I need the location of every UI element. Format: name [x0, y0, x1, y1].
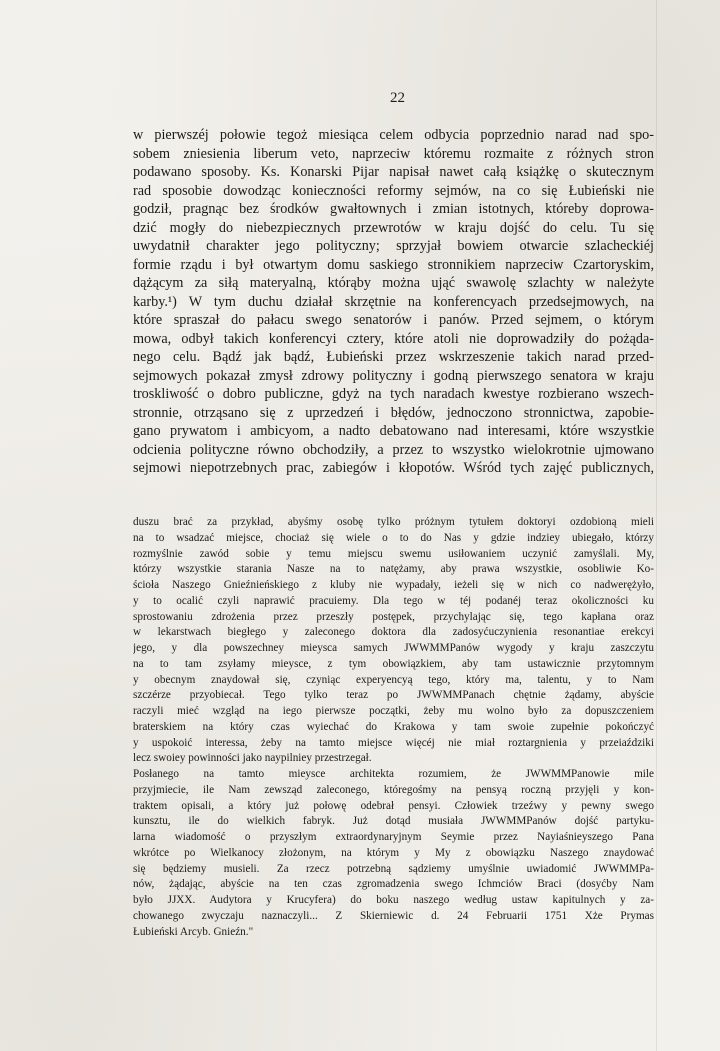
footnote-line: na to tam zsyłamy mieysce, z tym obowiązkiem, aby tam ustawicznie przytomnym	[133, 657, 654, 670]
footnote-line: wkrótce po Wielkanocy złożonym, na którym y My z obowiązku Naszego znaydować	[133, 846, 654, 859]
main-text-line: mowa, odbył takich konferencyi cztery, które atoli nie doprowadziły do pożąda-	[133, 330, 654, 347]
main-text-line: troskliwość o dobro publiczne, gdyż na tych naradach kwestye rozbierano wszech-	[133, 386, 654, 402]
footnote-line: traktem opisali, a który już połowę odebrał pensyi. Człowiek trzeźwy y pewny swego	[133, 799, 654, 812]
footnote-line: w lekarstwach biegłego y zaleconego doktora dla zadosyćuczynienia resonantiae erekcyi	[133, 626, 654, 639]
footnote-line: rozmyślnie zawód sobie y temu miejscu swemu usiłowaniem uczynić zamyślali. My,	[133, 547, 654, 560]
footnote-line: duszu brać za przykład, abyśmy osobę tylko próżnym tytułem doktoryi ozdobioną mieli	[133, 516, 654, 528]
footnote-line: y obecnym znaydował się, czyniąc experyencyą tego, który ma, talentu, y to Nam	[133, 673, 654, 686]
footnote-line: na to wsadzać miejsce, chociaż się wiele o to do Nas y gdzie indziey ubiegało, którzy	[133, 531, 654, 544]
page-edge-shadow	[656, 0, 657, 1051]
main-text-line: w pierwszéj połowie tegoż miesiąca celem odbycia poprzednio narad nad spo-	[133, 127, 654, 143]
main-text-line: podawano sposoby. Ks. Konarski Pijar napisał nawet całą książkę o skutecznym	[133, 164, 654, 180]
footnote-line: kunsztu, ile do wielkich fabryk. Już dotąd musiała JWWMMPanów dojść partyku-	[133, 815, 654, 828]
main-text-line: sejmowi niepotrzebnych prac, zabiegów i kłopotów. Wśród tych zajęć publicznych,	[133, 460, 654, 476]
footnote-line: braterskiem na który czas wyiechać do Krakowa y tam swoie zupełnie pokończyć	[133, 720, 654, 733]
main-text-line: sejmowych pokazał zmysł zdrowy polityczny i godną pierwszego senatora w kraju	[133, 367, 654, 384]
page-number: 22	[390, 90, 405, 106]
footnote-line: raczyli mieć wzgląd na iego pierwsze początki, żeby mu wolno było za dopuszczeniem	[133, 705, 654, 717]
main-text-line: odcienia polityczne równo obchodziły, a przez to wszystko wielokrotnie ujmowano	[133, 441, 654, 458]
footnote-line: którzy wszystkie starania Nasze na to natężamy, aby prawa wszystkie, osobliwie Ko-	[133, 563, 654, 576]
footnote-line: larna wiadomość o przyszłym extraordynaryjnym Seymie przez Nayiaśnieyszego Pana	[133, 831, 654, 843]
main-text-line: gano prywatom i ambicyom, a nadto debatowano nad interesami, które wszystkie	[133, 423, 654, 439]
footnote-line: chowanego zwyczaju naznaczyli... Z Skierniewic d. 24 Februarii 1751 Xże Prymas	[133, 909, 654, 922]
main-text-line: sobem zniesienia liberum veto, naprzeciw któremu rozmaite z różnych stron	[133, 145, 654, 162]
footnote-line: Posłanego na tamto mieysce architekta rozumiem, że JWWMMPanowie mile	[133, 768, 654, 780]
footnote-line: się będziemy musieli. Za rzecz potrzebną sądziemy umyślnie uwiadomić JWWMMPa-	[133, 862, 654, 875]
footnote-line: y to ocalić czyli naprawić pracuiemy. Dla tego w téj podanéj teraz okoliczności ku	[133, 594, 654, 607]
footnote-line: jego, y dla powszechney mieysca samych JWWMMPanów wygody y kraju zaszczytu	[133, 642, 654, 654]
main-text-line: nego celu. Bądź jak bądź, Łubieński przez wskrzeszenie takich narad przed-	[133, 349, 654, 365]
main-text-line: formie rządu i był otwartym domu saskiego stronnikiem naprzeciw Czartoryskim,	[133, 256, 654, 273]
main-text-line: godził, pragnąc bez środków gwałtownych i zmian istotnych, któreby doprowa-	[133, 201, 654, 217]
main-text-line: karby.¹) W tym duchu działał skrzętnie na konferencyach przedsejmowych, na	[133, 293, 654, 310]
main-text-line: stronnie, otrząsano się z uprzedzeń i błędów, jednoczono stronnictwa, zapobie-	[133, 404, 654, 421]
footnote	[133, 515, 654, 940]
footnote-line: sprostowaniu zdrożenia przez przeszły postępek, przychylając się, tego kapłana oraz	[133, 610, 654, 623]
main-text-line: rad sposobie dowodząc konieczności reformy sejmów, na co się Łubieński nie	[133, 182, 654, 199]
main-text-line: dzić mogły do niebezpiecznych przewrotów w kraju dojść do celu. Tu się	[133, 219, 654, 236]
footnote-line: Łubieński Arcyb. Gnieźn."	[133, 925, 254, 938]
footnote-line: przyjmiecie, ile Nam zewsząd zaleconego, któregośmy na pensyą roczną przyjęli y kon-	[133, 783, 654, 796]
footnote-line: było JJXX. Audytora y Krucyfera) do boku naszego według ustaw kapitulnych y za-	[133, 894, 654, 906]
main-text-line: uwydatnił charakter jego polityczny; sprzyjał bowiem otwarcie szlacheckiéj	[133, 238, 654, 254]
footnote-line: nów, żądając, abyście na ten czas zgromadzenia swego Ichmciów Braci (dosyćby Nam	[133, 878, 654, 891]
footnote-line: lecz swoiey powinności jako naypilniey przestrzegał.	[133, 752, 372, 765]
main-text-line: które spraszał do pałacu swego senatorów i panów. Przed sejmem, o którym	[133, 312, 654, 328]
footnote-line: szczérze przyobiecał. Tego tylko teraz po JWWMMPanach chętnie żądamy, abyście	[133, 689, 654, 702]
footnote-line: y uspokoić interessa, żeby na tamto miejsce więcéj nie miał roztargnienia y przeiaździki	[133, 736, 654, 749]
footnote-line: ścioła Naszego Gnieźnieńskiego z kluby nie wypadały, ieżeli się w nich co nadwerężyło,	[133, 579, 654, 591]
main-text-line: dążącym za siłą materyalną, którąby można ująć swawolę szlachty w należyte	[133, 275, 654, 291]
main-text	[133, 126, 654, 478]
